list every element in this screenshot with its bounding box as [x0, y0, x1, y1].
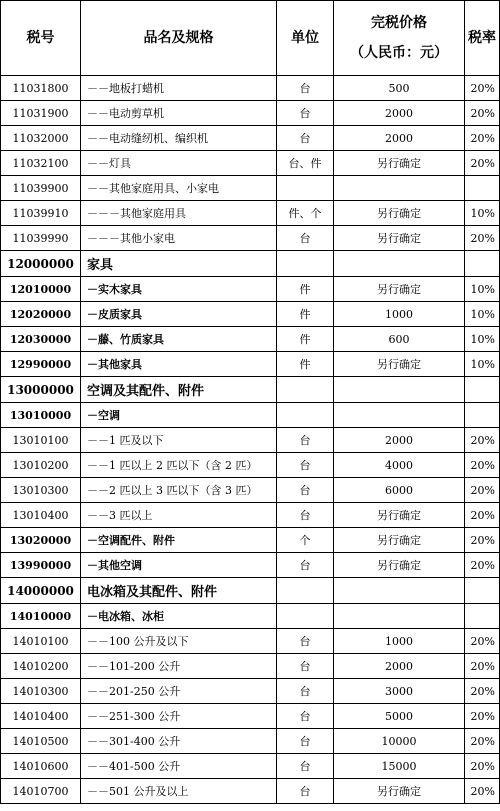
cell-code: 13010300: [1, 478, 81, 503]
cell-code: 12030000: [1, 327, 81, 352]
cell-rate: 20%: [465, 704, 500, 729]
cell-price: 10000: [334, 729, 465, 754]
table-row: [1, 151, 500, 176]
cell-code: 11031800: [1, 76, 81, 101]
cell-unit: 台: [277, 553, 334, 578]
cell-price: 另行确定: [334, 779, 465, 804]
cell-name: －－201-250 公升: [81, 679, 277, 704]
cell-rate: 10%: [465, 277, 500, 302]
table-row: [1, 428, 500, 453]
cell-price: 另行确定: [334, 528, 465, 553]
cell-unit: 个: [277, 528, 334, 553]
header-price: [334, 1, 465, 76]
cell-price: [334, 604, 465, 629]
cell-code: 13000000: [1, 377, 81, 403]
cell-unit: 台: [277, 779, 334, 804]
table-row: [1, 629, 500, 654]
cell-rate: [465, 251, 500, 277]
cell-unit: 台: [277, 503, 334, 528]
cell-rate: 10%: [465, 327, 500, 352]
table-row: [1, 101, 500, 126]
cell-unit: 台、件: [277, 151, 334, 176]
cell-rate: [465, 176, 500, 201]
cell-name: －－3 匹以上: [81, 503, 277, 528]
cell-price: 3000: [334, 679, 465, 704]
cell-code: 12990000: [1, 352, 81, 377]
header-rate: 税率: [465, 1, 500, 76]
cell-code: 13020000: [1, 528, 81, 553]
cell-name: －－401-500 公升: [81, 754, 277, 779]
cell-name: －空调: [81, 403, 277, 428]
cell-code: 12020000: [1, 302, 81, 327]
header-row: [1, 1, 500, 76]
cell-rate: [465, 578, 500, 604]
cell-code: 14010200: [1, 654, 81, 679]
cell-price: 4000: [334, 453, 465, 478]
cell-unit: 台: [277, 679, 334, 704]
cell-unit: 件: [277, 352, 334, 377]
cell-rate: 20%: [465, 779, 500, 804]
cell-name: －－其他家庭用具、小家电: [81, 176, 277, 201]
cell-price: [334, 578, 465, 604]
cell-price: 15000: [334, 754, 465, 779]
cell-name: －－灯具: [81, 151, 277, 176]
cell-price: 另行确定: [334, 151, 465, 176]
cell-name: －－1 匹及以下: [81, 428, 277, 453]
table-row: [1, 176, 500, 201]
cell-price: 500: [334, 76, 465, 101]
header-unit: 单位: [277, 1, 334, 76]
cell-code: 11039910: [1, 201, 81, 226]
cell-price: 另行确定: [334, 277, 465, 302]
cell-name: －其他家具: [81, 352, 277, 377]
cell-name: 空调及其配件、附件: [81, 377, 277, 403]
cell-unit: [277, 403, 334, 428]
cell-rate: 10%: [465, 201, 500, 226]
cell-rate: 20%: [465, 101, 500, 126]
cell-price: [334, 377, 465, 403]
cell-name: －－251-300 公升: [81, 704, 277, 729]
cell-code: 14010700: [1, 779, 81, 804]
cell-unit: 台: [277, 654, 334, 679]
cell-price: 6000: [334, 478, 465, 503]
cell-code: 13010200: [1, 453, 81, 478]
cell-name: －皮质家具: [81, 302, 277, 327]
cell-unit: 台: [277, 453, 334, 478]
cell-price: 2000: [334, 126, 465, 151]
cell-name: －－－其他小家电: [81, 226, 277, 251]
cell-rate: 20%: [465, 151, 500, 176]
table-row: [1, 478, 500, 503]
cell-rate: 20%: [465, 729, 500, 754]
cell-price: 1000: [334, 629, 465, 654]
cell-rate: 10%: [465, 302, 500, 327]
cell-name: －－电动剪草机: [81, 101, 277, 126]
cell-rate: 20%: [465, 629, 500, 654]
table-row: [1, 679, 500, 704]
table-row: [1, 302, 500, 327]
cell-price: [334, 251, 465, 277]
cell-name: －－100 公升及以下: [81, 629, 277, 654]
cell-code: 14010400: [1, 704, 81, 729]
cell-name: －－电动缝纫机、编织机: [81, 126, 277, 151]
table-row: [1, 704, 500, 729]
cell-price: 另行确定: [334, 201, 465, 226]
cell-price: 2000: [334, 428, 465, 453]
cell-name: －－地板打蜡机: [81, 76, 277, 101]
cell-name: 电冰箱及其配件、附件: [81, 578, 277, 604]
cell-unit: [277, 251, 334, 277]
cell-unit: 件: [277, 277, 334, 302]
cell-rate: 20%: [465, 428, 500, 453]
cell-name: －－301-400 公升: [81, 729, 277, 754]
cell-name: －藤、竹质家具: [81, 327, 277, 352]
cell-price: 2000: [334, 654, 465, 679]
cell-code: 14010500: [1, 729, 81, 754]
table-row: [1, 553, 500, 578]
cell-code: 14010100: [1, 629, 81, 654]
cell-unit: 台: [277, 428, 334, 453]
cell-rate: 10%: [465, 352, 500, 377]
cell-unit: 台: [277, 754, 334, 779]
cell-unit: [277, 578, 334, 604]
cell-code: 13010100: [1, 428, 81, 453]
cell-code: 14000000: [1, 578, 81, 604]
header-price-line1: 完税价格: [371, 15, 427, 31]
cell-unit: 台: [277, 76, 334, 101]
table-row: [1, 754, 500, 779]
cell-price: 另行确定: [334, 226, 465, 251]
cell-code: 14010000: [1, 604, 81, 629]
cell-price: 1000: [334, 302, 465, 327]
cell-rate: 20%: [465, 528, 500, 553]
cell-price: [334, 403, 465, 428]
cell-code: 14010600: [1, 754, 81, 779]
cell-price: 5000: [334, 704, 465, 729]
table-row: [1, 377, 500, 403]
cell-name: －其他空调: [81, 553, 277, 578]
header-price-line2: （人民币：元）: [350, 45, 448, 61]
cell-rate: 20%: [465, 126, 500, 151]
cell-name: －－1 匹以上 2 匹以下（含 2 匹）: [81, 453, 277, 478]
cell-rate: 20%: [465, 76, 500, 101]
cell-code: 13010000: [1, 403, 81, 428]
cell-price: 600: [334, 327, 465, 352]
cell-rate: 20%: [465, 654, 500, 679]
cell-unit: 台: [277, 101, 334, 126]
table-row: [1, 528, 500, 553]
cell-unit: [277, 377, 334, 403]
cell-rate: 20%: [465, 503, 500, 528]
cell-code: 11032000: [1, 126, 81, 151]
cell-unit: 台: [277, 704, 334, 729]
table-row: [1, 126, 500, 151]
cell-name: －－－其他家庭用具: [81, 201, 277, 226]
table-row: [1, 453, 500, 478]
table-row: [1, 76, 500, 101]
cell-unit: 件: [277, 302, 334, 327]
table-row: [1, 201, 500, 226]
table-row: [1, 779, 500, 804]
cell-name: －空调配件、附件: [81, 528, 277, 553]
cell-code: 11032100: [1, 151, 81, 176]
table-row: [1, 604, 500, 629]
cell-rate: 20%: [465, 453, 500, 478]
cell-rate: 20%: [465, 226, 500, 251]
cell-code: 13990000: [1, 553, 81, 578]
cell-unit: 台: [277, 629, 334, 654]
cell-name: －－501 公升及以上: [81, 779, 277, 804]
cell-unit: [277, 604, 334, 629]
cell-unit: 件: [277, 327, 334, 352]
header-name: 品名及规格: [81, 1, 277, 76]
cell-price: [334, 176, 465, 201]
cell-price: 2000: [334, 101, 465, 126]
cell-unit: [277, 176, 334, 201]
cell-unit: 台: [277, 226, 334, 251]
cell-rate: [465, 403, 500, 428]
cell-name: －－101-200 公升: [81, 654, 277, 679]
cell-name: －实木家具: [81, 277, 277, 302]
table-row: [1, 226, 500, 251]
cell-code: 14010300: [1, 679, 81, 704]
cell-rate: [465, 604, 500, 629]
table-row: [1, 403, 500, 428]
table-row: [1, 503, 500, 528]
cell-code: 12000000: [1, 251, 81, 277]
cell-price: 另行确定: [334, 352, 465, 377]
table-row: [1, 352, 500, 377]
cell-rate: 20%: [465, 553, 500, 578]
cell-name: －电冰箱、冰柜: [81, 604, 277, 629]
header-code: 税号: [1, 1, 81, 76]
cell-code: 11039900: [1, 176, 81, 201]
cell-code: 12010000: [1, 277, 81, 302]
table-row: [1, 251, 500, 277]
cell-unit: 台: [277, 478, 334, 503]
cell-code: 11031900: [1, 101, 81, 126]
cell-rate: [465, 377, 500, 403]
cell-unit: 件、个: [277, 201, 334, 226]
cell-name: 家具: [81, 251, 277, 277]
cell-price: 另行确定: [334, 553, 465, 578]
table-row: [1, 578, 500, 604]
table-body: [1, 76, 500, 804]
cell-code: 11039990: [1, 226, 81, 251]
cell-rate: 20%: [465, 754, 500, 779]
cell-price: 另行确定: [334, 503, 465, 528]
cell-rate: 20%: [465, 679, 500, 704]
table-row: [1, 277, 500, 302]
cell-unit: 台: [277, 126, 334, 151]
cell-unit: 台: [277, 729, 334, 754]
table-row: [1, 654, 500, 679]
table-row: [1, 327, 500, 352]
cell-code: 13010400: [1, 503, 81, 528]
cell-rate: 20%: [465, 478, 500, 503]
table-row: [1, 729, 500, 754]
cell-name: －－2 匹以上 3 匹以下（含 3 匹）: [81, 478, 277, 503]
